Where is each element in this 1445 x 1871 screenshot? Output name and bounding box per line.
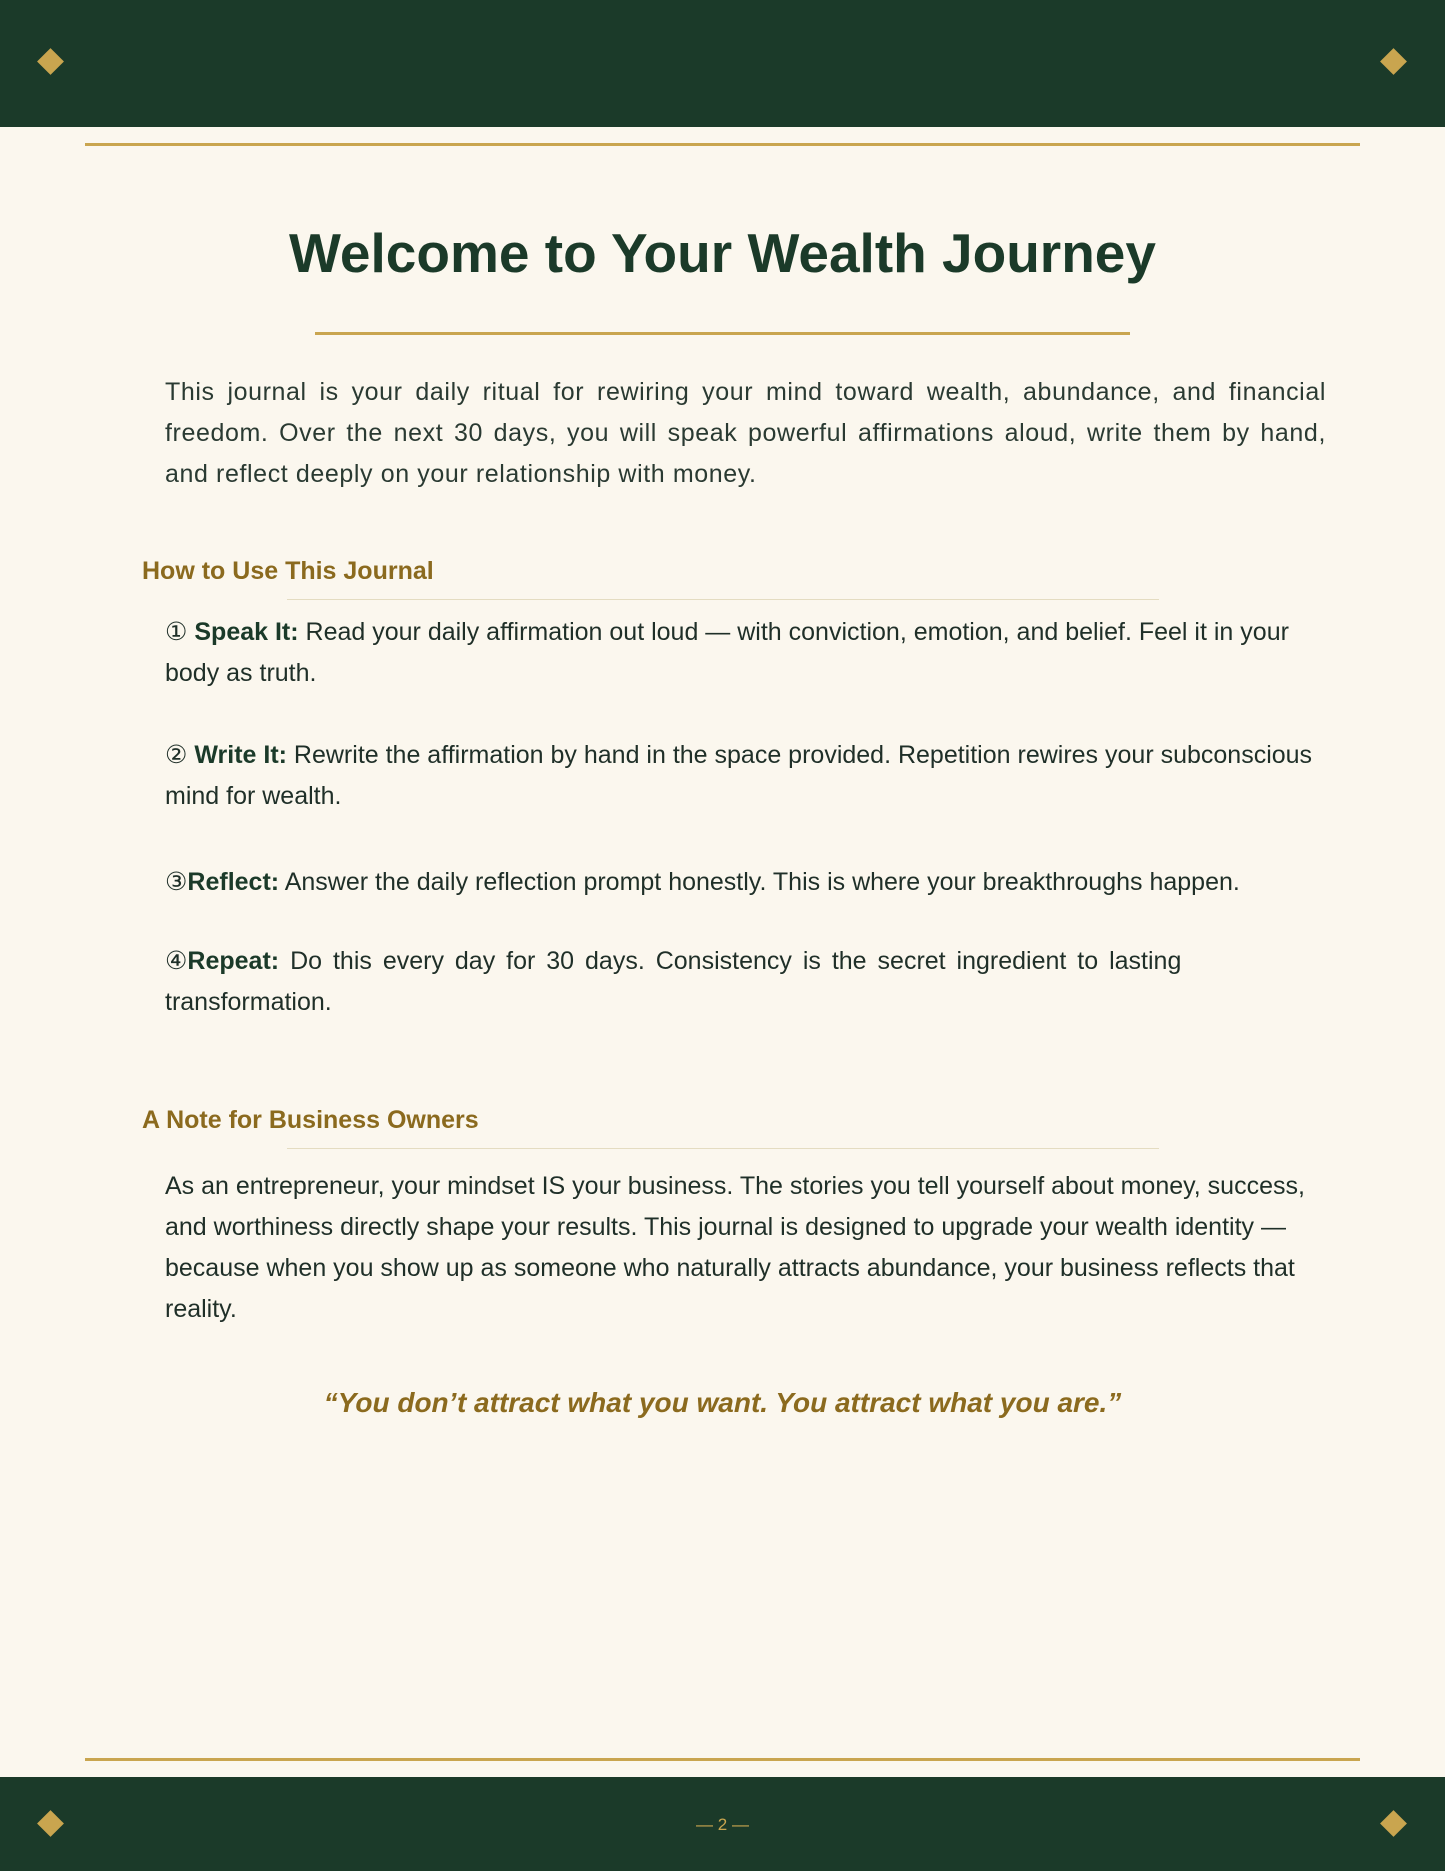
how-to-use-heading: How to Use This Journal xyxy=(142,557,434,585)
step-repeat xyxy=(165,941,1330,1023)
business-note-paragraph: As an entrepreneur, your mindset IS your business. The stories you tell yourself about money, success, and worthiness directly shape your results. This journal is designed to upgrade your wealth identity — because when you show up as someone who naturally attracts abundance, your business reflects that reality. xyxy=(165,1172,1305,1323)
step-number: ② xyxy=(165,741,188,769)
header-band xyxy=(0,0,1445,127)
page-number: — 2 — xyxy=(696,1815,749,1834)
step-number: ③ xyxy=(165,868,188,896)
step-label: Speak It: xyxy=(194,618,299,646)
step-text: Rewrite the affirmation by hand in the space provided. Repetition rewires your subconscious mind for wealth. xyxy=(165,741,1313,810)
step-text: Read your daily affirmation out loud — with conviction, emotion, and belief. Feel it in your body as truth. xyxy=(165,618,1289,687)
step-speak xyxy=(165,612,1330,694)
step-text: Answer the daily reflection prompt honestly. This is where your breakthroughs happen. xyxy=(284,868,1240,896)
step-label: Reflect: xyxy=(187,868,280,896)
bottom-gold-rule xyxy=(85,1758,1360,1761)
business-note-heading: A Note for Business Owners xyxy=(142,1106,479,1134)
step-label: Repeat: xyxy=(187,947,280,975)
top-gold-rule xyxy=(85,143,1360,146)
step-number: ④ xyxy=(165,947,188,975)
page-title: Welcome to Your Wealth Journey xyxy=(289,222,1156,284)
step-reflect xyxy=(165,862,1330,903)
step-text: Do this every day for 30 days. Consistency is the secret ingredient to lasting transformation. xyxy=(165,947,1182,1016)
title-underline xyxy=(315,332,1130,335)
step-number: ① xyxy=(165,618,188,646)
business-note-rule xyxy=(287,1148,1159,1149)
intro-paragraph: This journal is your daily ritual for rewiring your mind toward wealth, abundance, and financial freedom. Over the next 30 days, you will speak powerful affirmations aloud, write them by hand, and reflect deeply on your relationship with money. xyxy=(165,378,1326,488)
closing-quote: “You don’t attract what you want. You attract what you are.” xyxy=(323,1387,1122,1418)
how-to-use-rule xyxy=(287,599,1159,600)
step-label: Write It: xyxy=(194,741,287,769)
step-write xyxy=(165,735,1330,817)
